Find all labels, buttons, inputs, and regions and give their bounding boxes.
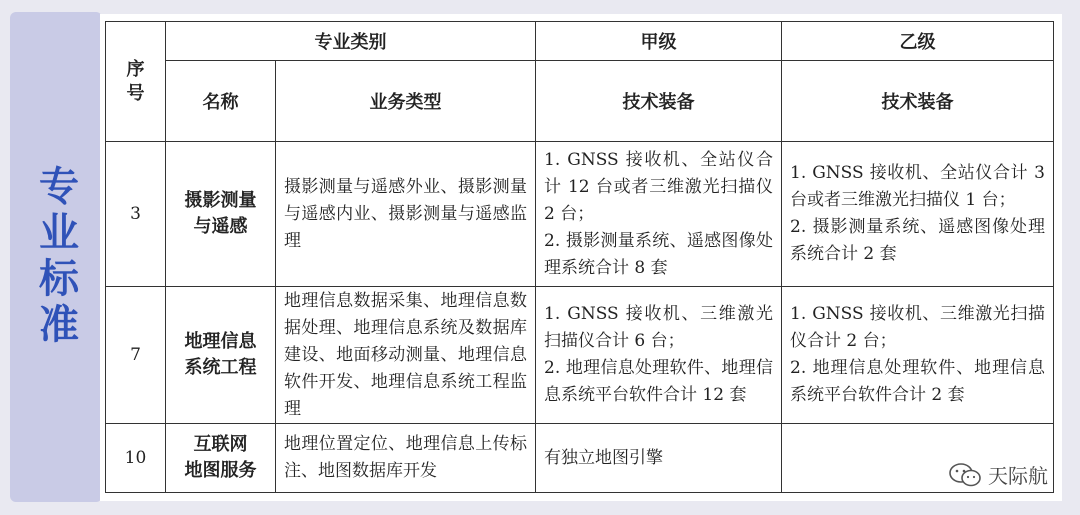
watermark	[948, 460, 1048, 489]
row-name	[166, 287, 276, 424]
row-number: 3	[106, 142, 166, 287]
header-row-sub	[106, 61, 1054, 142]
row-name-line1: 互联网	[193, 434, 248, 455]
side-title: 专业标准	[32, 165, 79, 349]
standards-table	[105, 21, 1054, 493]
row-number: 10	[106, 424, 166, 493]
row-number: 7	[106, 287, 166, 424]
row-name	[166, 424, 276, 493]
row-name	[166, 142, 276, 287]
table-row	[106, 424, 1054, 493]
row-business: 摄影测量与遥感外业、摄影测量与遥感内业、摄影测量与遥感监理	[276, 142, 536, 287]
row-grade-a: 有独立地图引擎	[536, 424, 782, 493]
row-grade-b: 1. GNSS 接收机、全站仪合计 3 台或者三维激光扫描仪 1 台； 2. 摄影测量系统、遥感图像处理系统合计 2 套	[782, 142, 1054, 287]
row-name-line2: 系统工程	[184, 357, 257, 378]
header-category: 专业类别	[166, 22, 536, 61]
wechat-icon	[948, 462, 982, 488]
header-name: 名称	[166, 61, 276, 142]
watermark-text: 天际航	[988, 464, 1048, 488]
row-name-line1: 地理信息	[184, 331, 257, 352]
header-business: 业务类型	[276, 61, 536, 142]
header-row-top	[106, 22, 1054, 61]
row-business: 地理信息数据采集、地理信息数据处理、地理信息系统及数据库建设、地面移动测量、地理信息软件开发、地理信息系统工程监理	[276, 287, 536, 424]
header-equip-b: 技术装备	[782, 61, 1054, 142]
table-row	[106, 287, 1054, 424]
row-name-line2: 与遥感	[193, 216, 248, 237]
row-name-line1: 摄影测量	[184, 190, 257, 211]
header-grade-a: 甲级	[536, 22, 782, 61]
header-equip-a: 技术装备	[536, 61, 782, 142]
header-seq: 序号	[106, 22, 166, 142]
row-business: 地理位置定位、地理信息上传标注、地图数据库开发	[276, 424, 536, 493]
header-grade-b: 乙级	[782, 22, 1054, 61]
table-row	[106, 142, 1054, 287]
row-grade-a: 1. GNSS 接收机、全站仪合计 12 台或者三维激光扫描仪 2 台； 2. 摄影测量系统、遥感图像处理系统合计 8 套	[536, 142, 782, 287]
row-grade-a: 1. GNSS 接收机、三维激光扫描仪合计 6 台； 2. 地理信息处理软件、地理信息系统平台软件合计 12 套	[536, 287, 782, 424]
row-name-line2: 地图服务	[184, 460, 257, 481]
row-grade-b: 1. GNSS 接收机、三维激光扫描仪合计 2 台； 2. 地理信息处理软件、地理信息系统平台软件合计 2 套	[782, 287, 1054, 424]
